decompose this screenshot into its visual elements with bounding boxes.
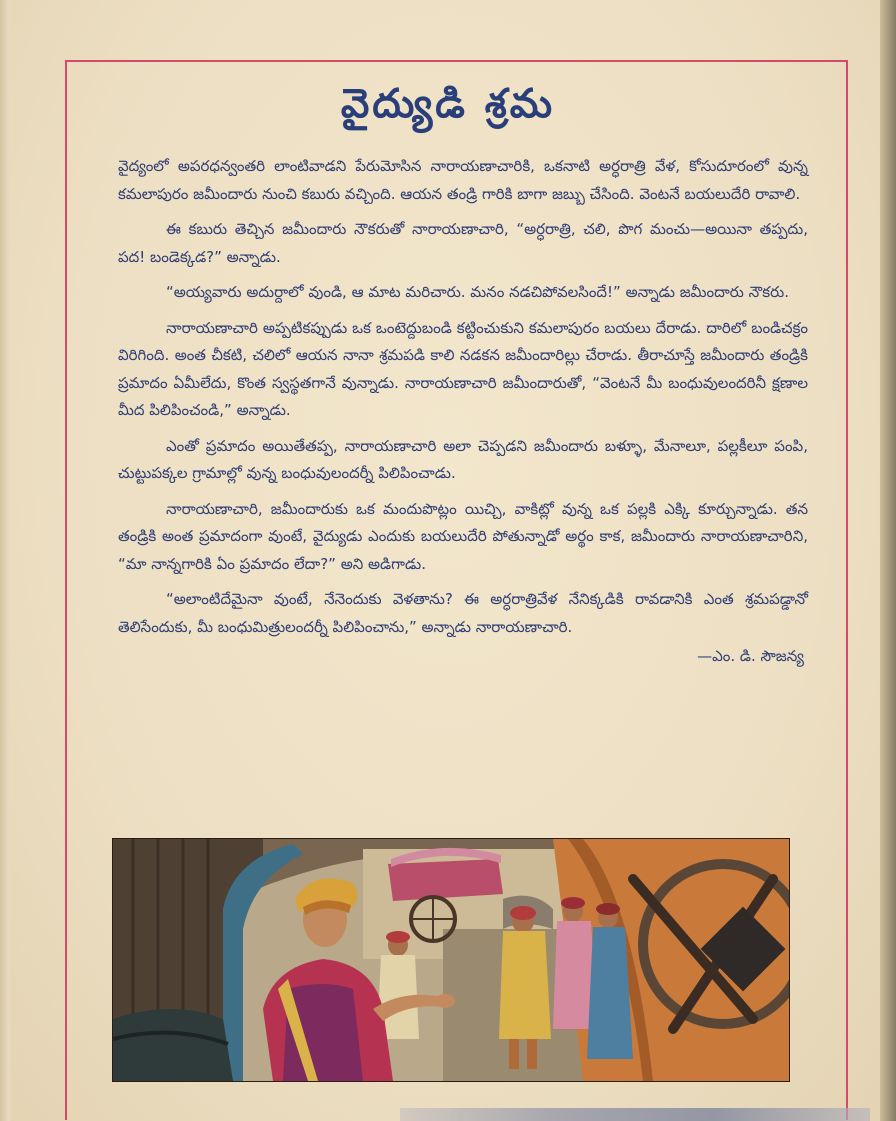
story-paragraph-1: వైద్యంలో అపరధన్వంతరి లాంటివాడని పేరుమోసిన నారాయణాచారికి, ఒకనాటి అర్ధరాత్రి వేళ, కోసుదూరంలో వున్న కమలాపురం జమీందారు నుంచి కబురు వచ్చింది. ఆయన తండ్రి గారికి బాగా జబ్బు చేసింది. వెంటనే బయలుదేరి రావాలి. <box>118 157 808 203</box>
story-paragraph-4: నారాయణాచారి అప్పటికప్పుడు ఒక ఒంటెద్దుబండి కట్టించుకుని కమలాపురం బయలు దేరాడు. దారిలో బండిచక్రం విరిగింది. అంత చీకటి, చలిలో ఆయన నానా శ్రమపడి కాలి నడకన జమీందారిల్లు చేరాడు. తీరాచూస్తే జమీందారు తండ్రికి ప్రమాదం ఏమీలేదు, కొంత స్వస్థతగానే వున్నాడు. నారాయణాచారి జమీందారుతో, “వెంటనే మీ బంధువులందరినీ క్షణాల మీద పిలిపించండి,” అన్నాడు. <box>118 318 808 419</box>
page-bottom-strip <box>400 1108 870 1121</box>
story-paragraph-2: ఈ కబురు తెచ్చిన జమీందారు నౌకరుతో నారాయణాచారి, “అర్ధరాత్రి, చలి, పొగ మంచు—అయినా తప్పదు, పద! బండెక్కడ?” అన్నాడు. <box>118 220 808 266</box>
page-left-edge <box>0 0 10 1121</box>
page-right-edge <box>880 0 896 1121</box>
story-illustration <box>112 838 790 1082</box>
story-paragraph-7: “అలాంటిదేమైనా వుంటే, నేనెందుకు వెళతాను? ఈ అర్ధరాత్రివేళ నేనిక్కడికి రావడానికి ఎంత శ్రమపడ్డానో తెలిసేందుకు, మీ బంధుమిత్రులందర్నీ పిలిపించాను,” అన్నాడు నారాయణాచారి. <box>118 590 808 636</box>
story-paragraph-3: “అయ్యవారు అదుర్దాలో వుండి, ఆ మాట మరిచారు. మనం నడచిపోవలసిందే!” అన్నాడు జమీందారు నౌకరు. <box>166 283 789 301</box>
story-paragraph-5: ఎంతో ప్రమాదం అయితేతప్ప, నారాయణాచారి అలా చెప్పడని జమీందారు బళ్ళూ, మేనాలూ, పల్లకీలూ పంపి, చుట్టుపక్కల గ్రామాల్లో వున్న బంధువులందర్నీ పిలిపించాడు. <box>118 436 808 482</box>
story-title: వైద్యుడి శ్రమ <box>340 80 556 127</box>
author-credit: —ఎం. డి. సౌజన్య <box>697 647 804 665</box>
story-body <box>118 153 808 671</box>
story-paragraph-6: నారాయణాచారి, జమీందారుకు ఒక మందుపొట్లం యిచ్చి, వాకిట్లో వున్న ఒక పల్లకి ఎక్కి కూర్చున్నాడు. తన తండ్రికి అంత ప్రమాదంగా వుంటే, వైద్యుడు ఎందుకు బయలుదేరి పోతున్నాడో అర్థం కాక, జమీందారు నారాయణాచారిని, “మా నాన్నగారికి ఏం ప్రమాదం లేదా?” అని అడిగాడు. <box>118 499 808 573</box>
